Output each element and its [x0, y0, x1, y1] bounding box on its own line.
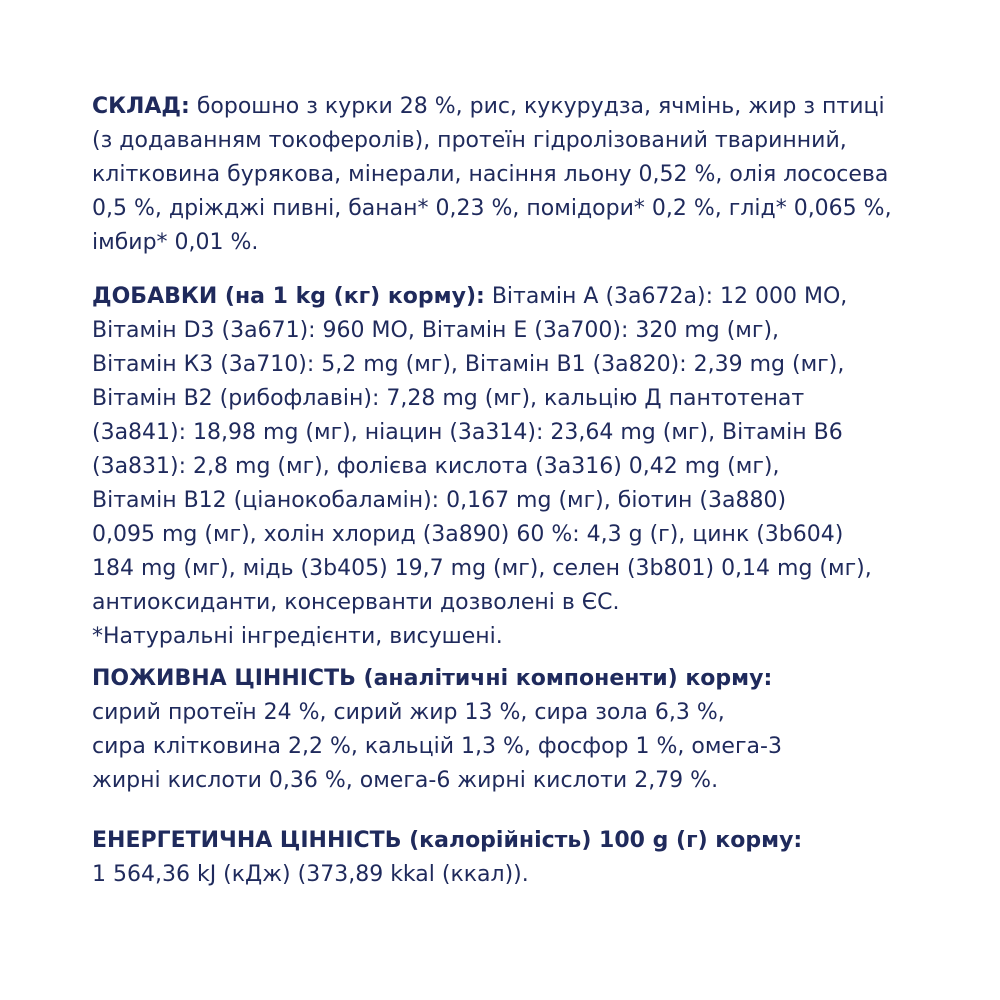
- energy-label: ЕНЕРГЕТИЧНА ЦІННІСТЬ (калорійність) 100 g (г) корму:: [92, 828, 803, 853]
- energy-value: 1 564,36 kJ (кДж) (373,89 kkal (ккал)).: [92, 862, 529, 887]
- nutrition-line: сира клітковина 2,2 %, кальцій 1,3 %, фосфор 1 %, омега-3: [92, 734, 782, 759]
- additives-line: 0,095 mg (мг), холін хлорид (3а890) 60 %: 4,3 g (г), цинк (3b604): [92, 522, 844, 547]
- composition-line: (з додаванням токоферолів), протеїн гідролізований тваринний,: [92, 128, 847, 153]
- additives-line: (3а831): 2,8 mg (мг), фолієва кислота (3а316) 0,42 mg (мг),: [92, 454, 780, 479]
- composition-line: борошно з курки 28 %, рис, кукурудза, ячмінь, жир з птиці: [189, 94, 885, 119]
- additives-line: (3а841): 18,98 mg (мг), ніацин (3а314): 23,64 mg (мг), Вітамін В6: [92, 420, 843, 445]
- nutrition-line: сирий протеїн 24 %, сирий жир 13 %, сира зола 6,3 %,: [92, 700, 725, 725]
- additives-section: [92, 280, 912, 654]
- composition-line: 0,5 %, дріжджі пивні, банан* 0,23 %, помідори* 0,2 %, глід* 0,065 %,: [92, 196, 892, 221]
- composition-line: клітковина бурякова, мінерали, насіння льону 0,52 %, олія лососева: [92, 162, 889, 187]
- additives-line: антиоксиданти, консерванти дозволені в ЄС.: [92, 590, 620, 615]
- nutrition-line: жирні кислоти 0,36 %, омега-6 жирні кислоти 2,79 %.: [92, 768, 719, 793]
- footnote-natural-ingredients: *Натуральні інгредієнти, висушені.: [92, 624, 503, 649]
- additives-line: 184 mg (мг), мідь (3b405) 19,7 mg (мг), селен (3b801) 0,14 mg (мг),: [92, 556, 872, 581]
- additives-line: Вітамін В2 (рибофлавін): 7,28 mg (мг), кальцію Д пантотенат: [92, 386, 805, 411]
- additives-line: Вітамін D3 (3а671): 960 МО, Вітамін Е (3а700): 320 mg (мг),: [92, 318, 780, 343]
- composition-section: [92, 90, 912, 260]
- additives-line: Вітамін К3 (3а710): 5,2 mg (мг), Вітамін В1 (3а820): 2,39 mg (мг),: [92, 352, 845, 377]
- nutrition-section: [92, 662, 912, 798]
- composition-label: СКЛАД:: [92, 94, 190, 119]
- composition-line: імбир* 0,01 %.: [92, 230, 259, 255]
- nutrition-label: ПОЖИВНА ЦІННІСТЬ (аналітичні компоненти) корму:: [92, 666, 773, 691]
- additives-line: Вітамін А (3а672а): 12 000 МО,: [484, 284, 848, 309]
- additives-label: ДОБАВКИ (на 1 kg (кг) корму):: [92, 284, 485, 309]
- additives-line: Вітамін В12 (ціанокобаламін): 0,167 mg (мг), біотин (3а880): [92, 488, 787, 513]
- energy-section: [92, 824, 912, 892]
